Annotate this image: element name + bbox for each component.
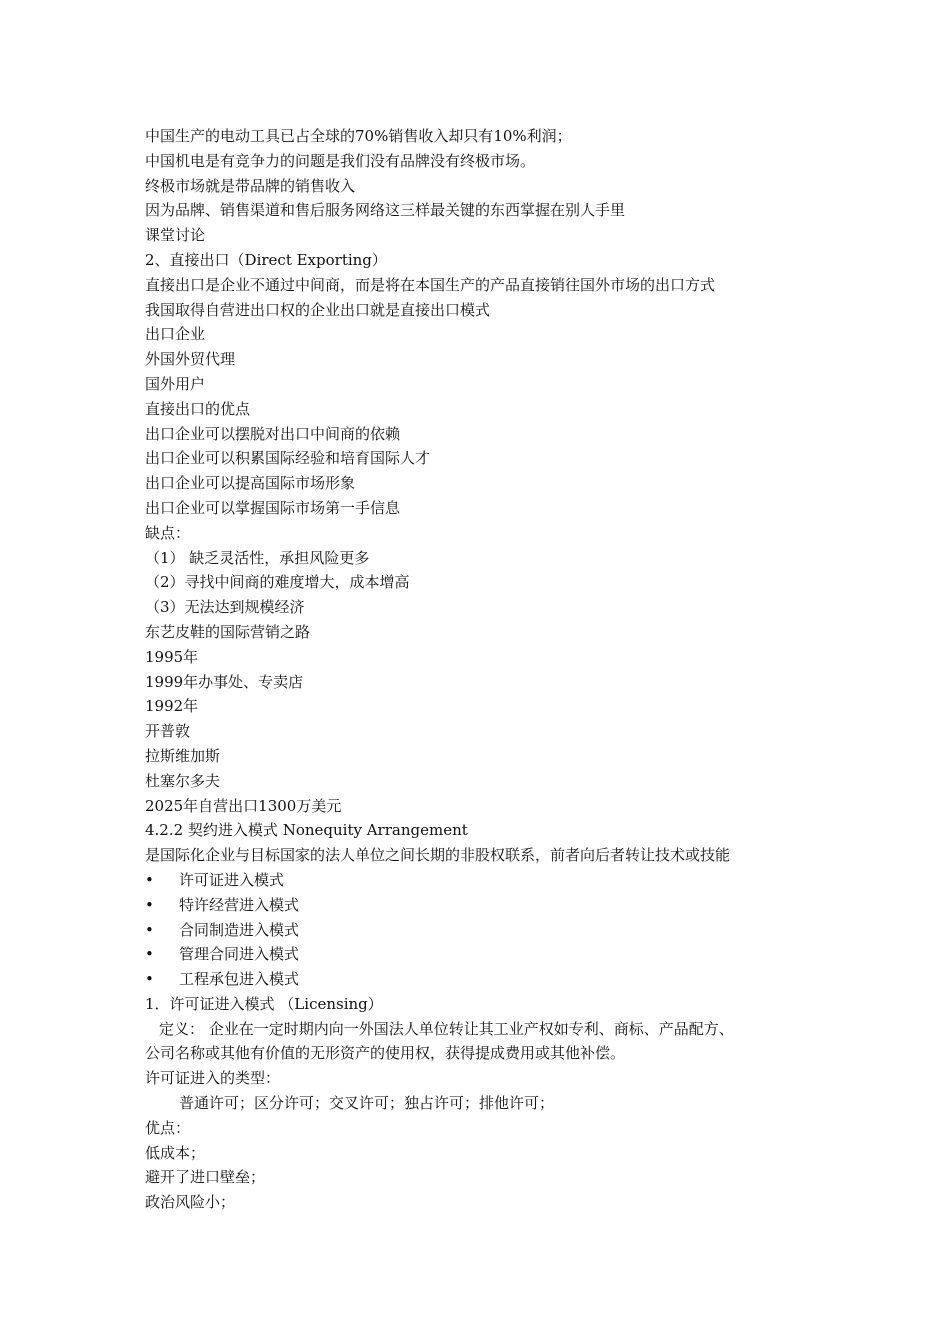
text-line: 出口企业可以提高国际市场形象: [145, 474, 356, 493]
bullet-dot: •: [145, 945, 154, 964]
advantages-title: 优点：: [145, 1118, 191, 1137]
bullet-item: [145, 967, 825, 992]
subsection-heading: 1．许可证进入模式 （Licensing）: [145, 994, 383, 1013]
text-line: 中国机电是有竞争力的问题是我们没有品牌没有终极市场。: [145, 151, 536, 170]
text-line: （3）无法达到规模经济: [145, 598, 305, 617]
bullet-text: 许可证进入模式: [179, 870, 285, 889]
text-line: 1992年: [145, 697, 199, 716]
bullet-dot: •: [145, 970, 154, 989]
bullet-item: [145, 942, 825, 967]
document-body: [145, 124, 825, 1215]
bullet-text: 工程承包进入模式: [179, 970, 300, 989]
text-line: 缺点：: [145, 523, 191, 542]
bullet-text: 管理合同进入模式: [179, 945, 300, 964]
text-line: 中国生产的电动工具已占全球的70%销售收入却只有10%利润；: [145, 127, 572, 145]
text-line: 1995年: [145, 647, 199, 666]
text-line: 课堂讨论: [145, 226, 206, 245]
text-line: （2）寻找中间商的难度增大，成本增高: [145, 573, 410, 592]
text-line: 出口企业可以掌握国际市场第一手信息: [145, 498, 401, 517]
bullet-item: [145, 893, 825, 918]
text-line: 国外用户: [145, 374, 206, 393]
types-title: 许可证进入的类型：: [145, 1069, 281, 1088]
text-line: 是国际化企业与目标国家的法人单位之间长期的非股权联系，前者向后者转让技术或技能: [145, 846, 731, 865]
text-line: （1） 缺乏灵活性，承担风险更多: [145, 548, 370, 567]
advantage-item: 避开了进口壁垒；: [145, 1168, 266, 1187]
text-line: 东艺皮鞋的国际营销之路: [145, 622, 311, 641]
advantage-item: 政治风险小；: [145, 1193, 236, 1212]
text-line: 出口企业可以积累国际经验和培育国际人才: [145, 449, 431, 468]
types-list: 普通许可；区分许可；交叉许可；独占许可；排他许可；: [179, 1094, 555, 1113]
text-line: 1999年办事处、专卖店: [145, 672, 304, 691]
definition-line: 公司名称或其他有价值的无形资产的使用权，获得提成费用或其他补偿。: [145, 1044, 626, 1063]
text-line: 出口企业: [145, 325, 206, 344]
text-line: 拉斯维加斯: [145, 746, 221, 765]
text-line: 2025年自营出口1300万美元: [145, 796, 342, 815]
text-line: 终极市场就是带品牌的销售收入: [145, 176, 356, 195]
text-line: 出口企业可以摆脱对出口中间商的依赖: [145, 424, 401, 443]
text-line: 杜塞尔多夫: [145, 771, 221, 790]
bullet-text: 特许经营进入模式: [179, 895, 300, 914]
advantage-item: 低成本；: [145, 1143, 206, 1162]
text-line: 开普敦: [145, 722, 191, 741]
text-line: 直接出口的优点: [145, 399, 251, 418]
bullet-dot: •: [145, 895, 154, 914]
text-line: 外国外贸代理: [145, 350, 236, 369]
bullet-dot: •: [145, 870, 154, 889]
section-heading: 2、直接出口（Direct Exporting）: [145, 250, 387, 269]
text-line: 直接出口是企业不通过中间商，而是将在本国生产的产品直接销往国外市场的出口方式: [145, 275, 716, 294]
section-heading: 4.2.2 契约进入模式 Nonequity Arrangement: [145, 821, 468, 840]
bullet-item: [145, 868, 825, 893]
bullet-dot: •: [145, 920, 154, 939]
bullet-item: [145, 918, 825, 943]
definition-line: 定义： 企业在一定时期内向一外国法人单位转让其工业产权如专利、商标、产品配方、: [159, 1019, 734, 1038]
text-line: 我国取得自营进出口权的企业出口就是直接出口模式: [145, 300, 491, 319]
text-line: 因为品牌、销售渠道和售后服务网络这三样最关键的东西掌握在别人手里: [145, 201, 626, 220]
bullet-text: 合同制造进入模式: [179, 920, 300, 939]
